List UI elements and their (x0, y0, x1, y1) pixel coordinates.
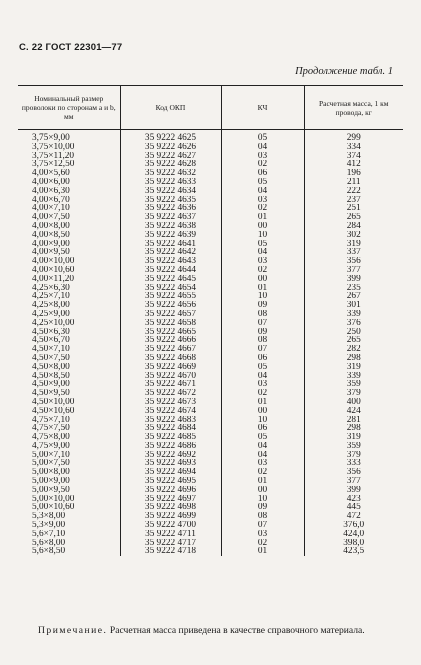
cell-mass: 222 (304, 187, 403, 196)
cell-kch: 02 (221, 204, 304, 213)
cell-mass: 299 (304, 130, 403, 143)
table-row (18, 433, 403, 442)
cell-size: 3,75×11,20 (32, 151, 75, 161)
table-note (18, 625, 403, 637)
cell-mass: 377 (304, 477, 403, 486)
table-body (18, 130, 403, 557)
cell-size: 4,25×6,30 (32, 283, 70, 293)
cell-okp-code: 35 9222 4669 (120, 363, 221, 372)
table-row (18, 231, 403, 240)
table-continuation-label: Продолжение табл. 1 (295, 66, 393, 77)
cell-size: 4,50×10,00 (32, 397, 75, 407)
cell-mass: 334 (304, 143, 403, 152)
table-row (18, 204, 403, 213)
cell-size: 4,50×10,60 (32, 406, 75, 416)
cell-okp-code: 35 9222 4699 (120, 512, 221, 521)
cell-kch: 07 (221, 345, 304, 354)
table-row (18, 328, 403, 337)
cell-okp-code: 35 9222 4693 (120, 459, 221, 468)
cell-size: 4,50×7,50 (32, 353, 70, 363)
cell-kch: 05 (221, 178, 304, 187)
cell-size: 4,00×9,50 (32, 248, 70, 258)
cell-mass: 423,5 (304, 547, 403, 556)
table-row (18, 407, 403, 416)
cell-kch: 05 (221, 433, 304, 442)
cell-okp-code: 35 9222 4692 (120, 451, 221, 460)
cell-okp-code: 35 9222 4633 (120, 178, 221, 187)
cell-mass: 412 (304, 160, 403, 169)
cell-mass: 333 (304, 459, 403, 468)
cell-kch: 08 (221, 310, 304, 319)
cell-okp-code: 35 9222 4626 (120, 143, 221, 152)
cell-kch: 09 (221, 328, 304, 337)
cell-okp-code: 35 9222 4634 (120, 187, 221, 196)
page-header: С. 22 ГОСТ 22301—77 (19, 42, 123, 53)
cell-size: 4,00×10,60 (32, 265, 75, 275)
table-row (18, 213, 403, 222)
table-row (18, 486, 403, 495)
table-row (18, 130, 403, 143)
table-row (18, 363, 403, 372)
table-row (18, 292, 403, 301)
cell-kch: 06 (221, 424, 304, 433)
cell-kch: 06 (221, 354, 304, 363)
cell-okp-code: 35 9222 4686 (120, 442, 221, 451)
cell-okp-code: 35 9222 4698 (120, 503, 221, 512)
cell-mass: 424 (304, 407, 403, 416)
cell-mass: 235 (304, 284, 403, 293)
cell-size: 4,00×6,00 (32, 177, 70, 187)
cell-kch: 04 (221, 248, 304, 257)
cell-size: 4,00×5,60 (32, 169, 70, 178)
cell-kch: 02 (221, 160, 304, 169)
cell-mass: 281 (304, 416, 403, 425)
table-row (18, 380, 403, 389)
table-row (18, 275, 403, 284)
cell-size: 4,50×8,00 (32, 362, 70, 372)
cell-size: 4,00×7,10 (32, 204, 70, 214)
cell-size: 4,50×7,10 (32, 345, 70, 354)
table-header-row (18, 86, 403, 130)
cell-okp-code: 35 9222 4645 (120, 275, 221, 284)
cell-kch: 05 (221, 240, 304, 249)
col-header-okp-code: Код ОКП (120, 86, 221, 130)
cell-kch: 02 (221, 389, 304, 398)
cell-okp-code: 35 9222 4632 (120, 169, 221, 178)
cell-kch: 05 (221, 363, 304, 372)
cell-kch: 01 (221, 477, 304, 486)
cell-size: 4,00×11,20 (32, 274, 75, 284)
cell-kch: 00 (221, 407, 304, 416)
cell-mass: 265 (304, 213, 403, 222)
cell-okp-code: 35 9222 4642 (120, 248, 221, 257)
table-row (18, 530, 403, 539)
cell-kch: 00 (221, 222, 304, 231)
cell-size: 3,75×10,00 (32, 142, 75, 152)
cell-okp-code: 35 9222 4628 (120, 160, 221, 169)
table-row (18, 160, 403, 169)
cell-okp-code: 35 9222 4666 (120, 336, 221, 345)
table-row (18, 143, 403, 152)
cell-okp-code: 35 9222 4658 (120, 319, 221, 328)
table-row (18, 240, 403, 249)
cell-okp-code: 35 9222 4655 (120, 292, 221, 301)
cell-size: 5,00×10,60 (32, 503, 75, 513)
cell-kch: 10 (221, 292, 304, 301)
table-row (18, 539, 403, 548)
cell-kch: 04 (221, 442, 304, 451)
col-header-size: Номинальный размер проволоки по сторонам a и b, мм (18, 86, 120, 130)
cell-okp-code: 35 9222 4674 (120, 407, 221, 416)
cell-kch: 03 (221, 196, 304, 205)
cell-kch: 04 (221, 372, 304, 381)
cell-mass: 376,0 (304, 521, 403, 530)
cell-kch: 01 (221, 398, 304, 407)
table-row (18, 521, 403, 530)
table-row (18, 451, 403, 460)
table-row (18, 301, 403, 310)
cell-mass: 339 (304, 310, 403, 319)
cell-mass: 339 (304, 372, 403, 381)
cell-okp-code: 35 9222 4656 (120, 301, 221, 310)
table-row (18, 477, 403, 486)
cell-okp-code: 35 9222 4643 (120, 257, 221, 266)
table-row (18, 424, 403, 433)
table-row (18, 319, 403, 328)
cell-mass: 237 (304, 196, 403, 205)
cell-okp-code: 35 9222 4638 (120, 222, 221, 231)
cell-size: 4,00×9,00 (32, 239, 70, 249)
cell-mass: 284 (304, 222, 403, 231)
cell-kch: 03 (221, 530, 304, 539)
cell-okp-code: 35 9222 4684 (120, 424, 221, 433)
cell-kch: 04 (221, 143, 304, 152)
cell-size: 5,3×9,00 (32, 521, 66, 530)
cell-size: 4,50×9,00 (32, 380, 70, 390)
cell-okp-code: 35 9222 4673 (120, 398, 221, 407)
cell-kch: 04 (221, 451, 304, 460)
cell-mass: 400 (304, 398, 403, 407)
cell-mass: 424,0 (304, 530, 403, 539)
cell-kch: 00 (221, 275, 304, 284)
table-row (18, 503, 403, 512)
cell-okp-code: 35 9222 4694 (120, 468, 221, 477)
cell-okp-code: 35 9222 4700 (120, 521, 221, 530)
table-row (18, 178, 403, 187)
table-row (18, 398, 403, 407)
cell-mass: 265 (304, 336, 403, 345)
cell-okp-code: 35 9222 4672 (120, 389, 221, 398)
cell-size: 4,25×10,00 (32, 318, 75, 328)
cell-okp-code: 35 9222 4654 (120, 284, 221, 293)
cell-mass: 356 (304, 468, 403, 477)
table-row (18, 416, 403, 425)
cell-kch: 09 (221, 503, 304, 512)
cell-mass: 374 (304, 152, 403, 161)
cell-mass: 399 (304, 486, 403, 495)
cell-size: 4,00×10,00 (32, 257, 75, 266)
cell-mass: 250 (304, 328, 403, 337)
table-row (18, 152, 403, 161)
table-row (18, 389, 403, 398)
cell-mass: 319 (304, 363, 403, 372)
cell-size: 5,6×7,10 (32, 529, 66, 539)
cell-okp-code: 35 9222 4685 (120, 433, 221, 442)
cell-kch: 03 (221, 380, 304, 389)
cell-mass: 423 (304, 495, 403, 504)
cell-size: 4,25×9,00 (32, 309, 70, 319)
table-row (18, 442, 403, 451)
cell-okp-code: 35 9222 4635 (120, 196, 221, 205)
cell-okp-code: 35 9222 4697 (120, 495, 221, 504)
cell-size: 3,75×9,00 (32, 133, 70, 143)
cell-size: 5,3×8,00 (32, 512, 66, 522)
table-row (18, 196, 403, 205)
cell-size: 5,6×8,00 (32, 538, 66, 548)
cell-mass: 377 (304, 266, 403, 275)
cell-okp-code: 35 9222 4683 (120, 416, 221, 425)
cell-okp-code: 35 9222 4625 (120, 130, 221, 143)
table-row (18, 336, 403, 345)
cell-okp-code: 35 9222 4644 (120, 266, 221, 275)
table-row (18, 547, 403, 556)
cell-size: 4,75×9,00 (32, 441, 70, 451)
cell-mass: 196 (304, 169, 403, 178)
cell-kch: 02 (221, 468, 304, 477)
cell-size: 5,00×9,00 (32, 477, 70, 486)
cell-mass: 298 (304, 424, 403, 433)
cell-kch: 05 (221, 130, 304, 143)
cell-size: 4,50×9,50 (32, 389, 70, 398)
cell-mass: 319 (304, 240, 403, 249)
cell-okp-code: 35 9222 4696 (120, 486, 221, 495)
table-row (18, 468, 403, 477)
cell-mass: 379 (304, 389, 403, 398)
cell-size: 5,00×8,00 (32, 468, 70, 478)
cell-mass: 267 (304, 292, 403, 301)
cell-size: 3,75×12,50 (32, 160, 75, 170)
table-row (18, 248, 403, 257)
cell-size: 4,50×8,50 (32, 371, 70, 381)
cell-mass: 472 (304, 512, 403, 521)
cell-kch: 03 (221, 152, 304, 161)
cell-okp-code: 35 9222 4641 (120, 240, 221, 249)
cell-size: 4,75×7,10 (32, 415, 70, 425)
cell-kch: 08 (221, 512, 304, 521)
cell-mass: 251 (304, 204, 403, 213)
cell-size: 4,50×6,70 (32, 336, 70, 346)
cell-okp-code: 35 9222 4627 (120, 152, 221, 161)
table-row (18, 354, 403, 363)
table-row (18, 310, 403, 319)
cell-okp-code: 35 9222 4657 (120, 310, 221, 319)
cell-kch: 03 (221, 459, 304, 468)
cell-size: 4,00×6,30 (32, 186, 70, 196)
table-row (18, 459, 403, 468)
cell-okp-code: 35 9222 4639 (120, 231, 221, 240)
table-row (18, 169, 403, 178)
table-row (18, 266, 403, 275)
cell-mass: 298 (304, 354, 403, 363)
table-row (18, 222, 403, 231)
cell-mass: 356 (304, 257, 403, 266)
table-row (18, 284, 403, 293)
cell-size: 5,00×7,50 (32, 459, 70, 469)
cell-kch: 10 (221, 416, 304, 425)
table-row (18, 257, 403, 266)
cell-size: 4,00×6,70 (32, 195, 70, 205)
cell-okp-code: 35 9222 4636 (120, 204, 221, 213)
cell-mass: 379 (304, 451, 403, 460)
table-row (18, 345, 403, 354)
cell-mass: 359 (304, 442, 403, 451)
table-row (18, 495, 403, 504)
note-label: Примечание. (38, 625, 108, 636)
cell-size: 4,00×8,00 (32, 221, 70, 231)
cell-size: 4,00×7,50 (32, 213, 70, 222)
cell-size: 4,25×8,00 (32, 301, 70, 310)
cell-kch: 01 (221, 213, 304, 222)
cell-size: 4,25×7,10 (32, 292, 70, 302)
cell-size: 4,00×8,50 (32, 230, 70, 240)
cell-mass: 302 (304, 231, 403, 240)
cell-kch: 07 (221, 521, 304, 530)
cell-kch: 02 (221, 539, 304, 548)
cell-mass: 376 (304, 319, 403, 328)
cell-kch: 09 (221, 301, 304, 310)
cell-mass: 398,0 (304, 539, 403, 548)
cell-mass: 337 (304, 248, 403, 257)
cell-okp-code: 35 9222 4637 (120, 213, 221, 222)
cell-kch: 07 (221, 319, 304, 328)
col-header-kch: КЧ (221, 86, 304, 130)
cell-kch: 06 (221, 169, 304, 178)
cell-okp-code: 35 9222 4668 (120, 354, 221, 363)
cell-kch: 03 (221, 257, 304, 266)
col-header-mass: Расчетная масса, 1 км провода, кг (304, 86, 403, 130)
cell-size: 4,50×6,30 (32, 327, 70, 337)
cell-okp-code: 35 9222 4670 (120, 372, 221, 381)
cell-kch: 02 (221, 266, 304, 275)
cell-okp-code: 35 9222 4665 (120, 328, 221, 337)
table-row (18, 372, 403, 381)
cell-size: 5,00×10,00 (32, 494, 75, 504)
cell-kch: 00 (221, 486, 304, 495)
cell-mass: 319 (304, 433, 403, 442)
cell-mass: 445 (304, 503, 403, 512)
table-row (18, 512, 403, 521)
cell-kch: 08 (221, 336, 304, 345)
cell-mass: 211 (304, 178, 403, 187)
cell-kch: 10 (221, 495, 304, 504)
cell-okp-code: 35 9222 4695 (120, 477, 221, 486)
cell-size: 4,75×7,50 (32, 424, 70, 434)
cell-size: 5,6×8,50 (32, 547, 66, 557)
cell-kch: 04 (221, 187, 304, 196)
note-text: Расчетная масса приведена в качестве справочного материала. (107, 625, 365, 636)
cell-size: 4,75×8,00 (32, 433, 70, 442)
cell-mass: 359 (304, 380, 403, 389)
wire-data-table (18, 85, 403, 556)
table-row (18, 187, 403, 196)
cell-okp-code: 35 9222 4671 (120, 380, 221, 389)
cell-size: 5,00×9,50 (32, 485, 70, 495)
cell-mass: 282 (304, 345, 403, 354)
cell-mass: 301 (304, 301, 403, 310)
cell-kch: 10 (221, 231, 304, 240)
cell-kch: 01 (221, 547, 304, 556)
cell-okp-code: 35 9222 4711 (120, 530, 221, 539)
cell-kch: 01 (221, 284, 304, 293)
cell-mass: 399 (304, 275, 403, 284)
cell-size: 5,00×7,10 (32, 450, 70, 460)
cell-okp-code: 35 9222 4667 (120, 345, 221, 354)
cell-okp-code: 35 9222 4717 (120, 539, 221, 548)
cell-okp-code: 35 9222 4718 (120, 547, 221, 556)
